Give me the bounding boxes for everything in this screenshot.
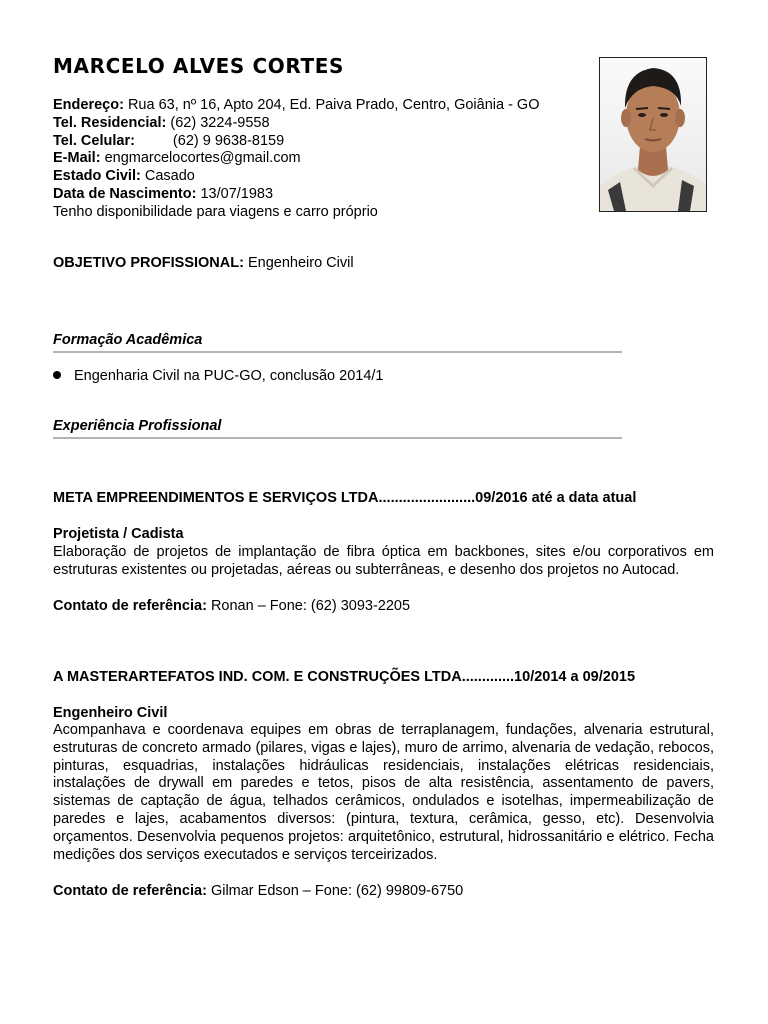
home-phone-label: Tel. Residencial: bbox=[53, 114, 167, 131]
cell-phone-line bbox=[53, 133, 593, 151]
address-label: Endereço: bbox=[53, 97, 124, 113]
home-phone-line bbox=[53, 115, 593, 133]
address-line bbox=[53, 97, 593, 115]
civil-status-line bbox=[53, 168, 593, 186]
job-description-1: Elaboração de projetos de implantação de fibra óptica em backbones, sites e/ou corporativos em estruturas existentes ou projetadas, aéreas ou subterrâneas, e desenho dos projetos no Autocad. bbox=[53, 544, 714, 578]
experience-section-heading bbox=[53, 418, 622, 439]
contact-block bbox=[53, 97, 593, 222]
objective-line bbox=[53, 255, 354, 273]
education-item-text: Engenharia Civil na PUC-GO, conclusão 2014/1 bbox=[74, 368, 384, 384]
profile-photo bbox=[599, 57, 707, 212]
cell-phone-label: Tel. Celular: bbox=[53, 132, 135, 149]
address-value: Rua 63, nº 16, Apto 204, Ed. Paiva Prado, Centro, Goiânia - GO bbox=[127, 97, 540, 113]
email-line bbox=[53, 150, 593, 168]
job-reference-1 bbox=[53, 598, 410, 616]
job-description-2: Acompanhava e coordenava equipes em obras de terraplanagem, fundações, alvenaria estrutural, estruturas de concreto armado (pilares, vigas e lajes), muro de arrimo, alvenaria de vedação, rebocos, pinturas, esquadrias, instalações hidráulicas residenciais, instalações elétricas residenciais, instalações de drywall em paredes e tetos, pisos de alta resistência, assentamento de pavers, sistemas de captação de água, telhados cerâmicos, ondulados e isotelhas, impermeabilização de paredes e lajes, acabamentos diversos: (pintura, textura, cerâmica, gesso, etc). Desenvolvia orçamentos. Desenvolvia pequenos projetos: arquitetônico, estrutural, hidrossanitário e elétrico. Fecha medições dos serviços executados e serviços terceirizados. bbox=[53, 722, 714, 863]
birth-label: Data de Nascimento: bbox=[53, 185, 197, 202]
birth-value: 13/07/1983 bbox=[200, 185, 274, 202]
job-reference-2 bbox=[53, 883, 463, 901]
civil-status-value: Casado bbox=[144, 168, 195, 185]
job-reference-value-2: Gilmar Edson – Fone: (62) 99809-6750 bbox=[210, 883, 464, 899]
email-value: engmarcelocortes@gmail.com bbox=[104, 150, 301, 167]
job-reference-value-1: Ronan – Fone: (62) 3093-2205 bbox=[210, 598, 411, 614]
home-phone-value: (62) 3224-9558 bbox=[170, 114, 270, 131]
job-role-2: Engenheiro Civil bbox=[53, 705, 168, 721]
job-company-2: A MASTERARTEFATOS IND. COM. E CONSTRUÇÕES LTDA.............10/2014 a 09/2015 bbox=[53, 669, 636, 685]
job-role-1: Projetista / Cadista bbox=[53, 526, 184, 542]
birth-line bbox=[53, 186, 593, 204]
candidate-name: MARCELO ALVES CORTES bbox=[53, 54, 344, 78]
education-item bbox=[53, 368, 384, 386]
education-heading-text: Formação Acadêmica bbox=[53, 332, 203, 348]
email-label: E-Mail: bbox=[53, 150, 101, 167]
availability-line: Tenho disponibilidade para viagens e carro próprio bbox=[53, 203, 378, 220]
objective-value: Engenheiro Civil bbox=[247, 255, 354, 271]
job-reference-label-1: Contato de referência: bbox=[53, 598, 207, 614]
cell-phone-value: (62) 9 9638-8159 bbox=[172, 132, 285, 149]
civil-status-label: Estado Civil: bbox=[53, 168, 141, 185]
experience-heading-text: Experiência Profissional bbox=[53, 418, 222, 434]
job-company-1: META EMPREENDIMENTOS E SERVIÇOS LTDA........................09/2016 até a data atual bbox=[53, 490, 637, 506]
objective-label: OBJETIVO PROFISSIONAL: bbox=[53, 255, 244, 271]
education-section-heading bbox=[53, 332, 622, 353]
bullet-icon bbox=[53, 371, 61, 379]
job-reference-label-2: Contato de referência: bbox=[53, 883, 207, 899]
